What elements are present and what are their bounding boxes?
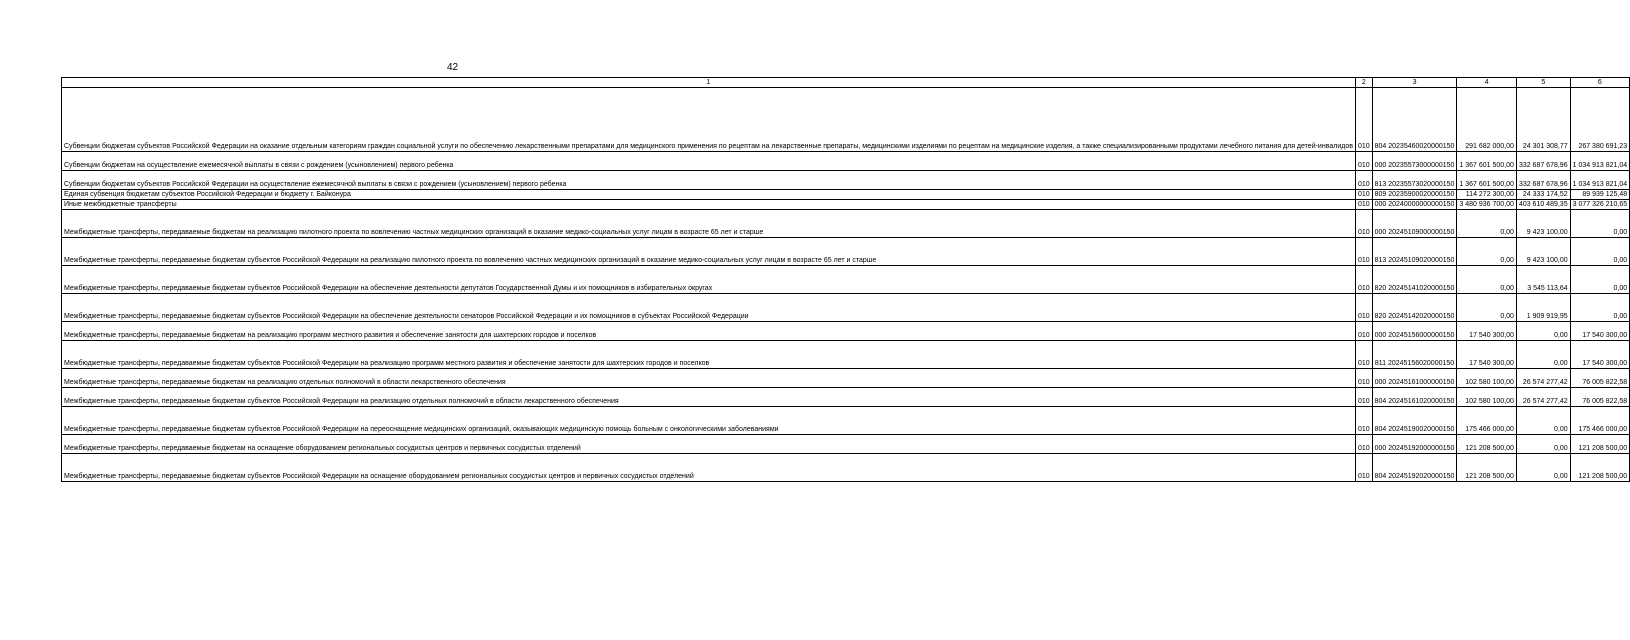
row-executed-amount: 24 301 308,77	[1516, 88, 1570, 152]
row-approved-amount: 17 540 300,00	[1457, 341, 1517, 369]
row-line-code: 010	[1355, 190, 1372, 200]
column-header: 5	[1516, 78, 1570, 88]
table-row	[62, 210, 1630, 238]
row-executed-amount: 0,00	[1516, 322, 1570, 341]
row-approved-amount: 102 580 100,00	[1457, 388, 1517, 407]
row-executed-amount: 9 423 100,00	[1516, 210, 1570, 238]
row-executed-amount: 0,00	[1516, 435, 1570, 454]
row-description: Межбюджетные трансферты, передаваемые бюджетам субъектов Российской Федерации на обеспечение деятельности депутатов Государственной Думы и их помощников в избирательных округах	[62, 266, 1356, 294]
row-approved-amount: 121 208 500,00	[1457, 454, 1517, 482]
row-line-code: 010	[1355, 341, 1372, 369]
row-budget-code: 000 20245109000000150	[1372, 210, 1457, 238]
table-row	[62, 454, 1630, 482]
row-unexecuted-amount: 0,00	[1570, 210, 1630, 238]
row-description: Межбюджетные трансферты, передаваемые бюджетам субъектов Российской Федерации на реализацию отдельных полномочий в области лекарственного обеспечения	[62, 388, 1356, 407]
row-budget-code: 804 20245192020000150	[1372, 454, 1457, 482]
table-row	[62, 88, 1630, 152]
row-description: Межбюджетные трансферты, передаваемые бюджетам субъектов Российской Федерации на реализацию пилотного проекта по вовлечению частных медицинских организаций в оказание медико-социальных услуг лицам в возрасте 65 лет и старше	[62, 238, 1356, 266]
row-unexecuted-amount: 17 540 300,00	[1570, 341, 1630, 369]
row-budget-code: 813 20235573020000150	[1372, 171, 1457, 190]
row-executed-amount: 403 610 489,35	[1516, 200, 1570, 210]
row-executed-amount: 0,00	[1516, 341, 1570, 369]
row-budget-code: 804 20245190020000150	[1372, 407, 1457, 435]
table-row	[62, 266, 1630, 294]
row-approved-amount: 102 580 100,00	[1457, 369, 1517, 388]
row-unexecuted-amount: 267 380 691,23	[1570, 88, 1630, 152]
row-unexecuted-amount: 121 208 500,00	[1570, 454, 1630, 482]
row-executed-amount: 26 574 277,42	[1516, 388, 1570, 407]
table-row	[62, 322, 1630, 341]
row-line-code: 010	[1355, 210, 1372, 238]
row-budget-code: 811 20245156020000150	[1372, 341, 1457, 369]
row-budget-code: 000 20235573000000150	[1372, 152, 1457, 171]
column-header: 6	[1570, 78, 1630, 88]
row-description: Межбюджетные трансферты, передаваемые бюджетам субъектов Российской Федерации на переоснащение медицинских организаций, оказывающих медицинскую помощь больным с онкологическими заболеваниями	[62, 407, 1356, 435]
row-unexecuted-amount: 3 077 326 210,65	[1570, 200, 1630, 210]
column-header: 3	[1372, 78, 1457, 88]
row-executed-amount: 332 687 678,96	[1516, 171, 1570, 190]
row-unexecuted-amount: 175 466 000,00	[1570, 407, 1630, 435]
row-approved-amount: 0,00	[1457, 210, 1517, 238]
row-approved-amount: 1 367 601 500,00	[1457, 152, 1517, 171]
row-line-code: 010	[1355, 322, 1372, 341]
header-row	[62, 78, 1630, 88]
table-row	[62, 171, 1630, 190]
row-approved-amount: 121 208 500,00	[1457, 435, 1517, 454]
row-description: Межбюджетные трансферты, передаваемые бюджетам субъектов Российской Федерации на обеспечение деятельности сенаторов Российской Федерации и их помощников в субъектах Российской Федерации	[62, 294, 1356, 322]
row-budget-code: 813 20245109020000150	[1372, 238, 1457, 266]
row-executed-amount: 332 687 678,96	[1516, 152, 1570, 171]
row-unexecuted-amount: 76 005 822,58	[1570, 369, 1630, 388]
row-description: Межбюджетные трансферты, передаваемые бюджетам на реализацию отдельных полномочий в области лекарственного обеспечения	[62, 369, 1356, 388]
row-unexecuted-amount: 1 034 913 821,04	[1570, 152, 1630, 171]
row-unexecuted-amount: 89 939 125,48	[1570, 190, 1630, 200]
column-header: 1	[62, 78, 1356, 88]
row-budget-code: 000 20245156000000150	[1372, 322, 1457, 341]
row-unexecuted-amount: 0,00	[1570, 266, 1630, 294]
page-number: 42	[446, 62, 459, 73]
row-line-code: 010	[1355, 388, 1372, 407]
row-budget-code: 820 20245141020000150	[1372, 266, 1457, 294]
row-description: Межбюджетные трансферты, передаваемые бюджетам на оснащение оборудованием региональных сосудистых центров и первичных сосудистых отделений	[62, 435, 1356, 454]
row-budget-code: 804 20235460020000150	[1372, 88, 1457, 152]
row-budget-code: 809 20235900020000150	[1372, 190, 1457, 200]
row-executed-amount: 0,00	[1516, 454, 1570, 482]
row-executed-amount: 3 545 113,64	[1516, 266, 1570, 294]
row-budget-code: 820 20245142020000150	[1372, 294, 1457, 322]
row-line-code: 010	[1355, 171, 1372, 190]
row-unexecuted-amount: 0,00	[1570, 294, 1630, 322]
column-header: 4	[1457, 78, 1517, 88]
row-line-code: 010	[1355, 238, 1372, 266]
row-budget-code: 000 20240000000000150	[1372, 200, 1457, 210]
column-header: 2	[1355, 78, 1372, 88]
row-line-code: 010	[1355, 88, 1372, 152]
budget-table	[61, 77, 1630, 482]
row-unexecuted-amount: 1 034 913 821,04	[1570, 171, 1630, 190]
table-row	[62, 190, 1630, 200]
table-row	[62, 435, 1630, 454]
row-executed-amount: 24 333 174,52	[1516, 190, 1570, 200]
row-description: Межбюджетные трансферты, передаваемые бюджетам субъектов Российской Федерации на реализацию программ местного развития и обеспечение занятости для шахтерских городов и поселков	[62, 341, 1356, 369]
table-row	[62, 152, 1630, 171]
row-line-code: 010	[1355, 454, 1372, 482]
table-row	[62, 341, 1630, 369]
row-approved-amount: 0,00	[1457, 238, 1517, 266]
row-budget-code: 000 20245192000000150	[1372, 435, 1457, 454]
row-approved-amount: 0,00	[1457, 294, 1517, 322]
row-line-code: 010	[1355, 407, 1372, 435]
row-unexecuted-amount: 17 540 300,00	[1570, 322, 1630, 341]
row-line-code: 010	[1355, 200, 1372, 210]
table-row	[62, 294, 1630, 322]
row-line-code: 010	[1355, 294, 1372, 322]
row-unexecuted-amount: 121 208 500,00	[1570, 435, 1630, 454]
row-description: Единая субвенция бюджетам субъектов Российской Федерации и бюджету г. Байконура	[62, 190, 1356, 200]
row-line-code: 010	[1355, 266, 1372, 294]
row-approved-amount: 175 466 000,00	[1457, 407, 1517, 435]
table-row	[62, 238, 1630, 266]
row-approved-amount: 1 367 601 500,00	[1457, 171, 1517, 190]
row-line-code: 010	[1355, 435, 1372, 454]
row-approved-amount: 3 480 936 700,00	[1457, 200, 1517, 210]
row-executed-amount: 0,00	[1516, 407, 1570, 435]
row-description: Межбюджетные трансферты, передаваемые бюджетам на реализацию программ местного развития и обеспечение занятости для шахтерских городов и поселков	[62, 322, 1356, 341]
row-description: Субвенции бюджетам субъектов Российской Федерации на осуществление ежемесячной выплаты в связи с рождением (усыновлением) первого ребенка	[62, 171, 1356, 190]
row-approved-amount: 114 272 300,00	[1457, 190, 1517, 200]
table-row	[62, 200, 1630, 210]
row-executed-amount: 26 574 277,42	[1516, 369, 1570, 388]
table-row	[62, 407, 1630, 435]
row-description: Иные межбюджетные трансферты	[62, 200, 1356, 210]
row-unexecuted-amount: 0,00	[1570, 238, 1630, 266]
row-approved-amount: 17 540 300,00	[1457, 322, 1517, 341]
row-description: Межбюджетные трансферты, передаваемые бюджетам субъектов Российской Федерации на оснащение оборудованием региональных сосудистых центров и первичных сосудистых отделений	[62, 454, 1356, 482]
row-unexecuted-amount: 76 005 822,58	[1570, 388, 1630, 407]
row-budget-code: 804 20245161020000150	[1372, 388, 1457, 407]
row-executed-amount: 9 423 100,00	[1516, 238, 1570, 266]
row-budget-code: 000 20245161000000150	[1372, 369, 1457, 388]
row-executed-amount: 1 909 919,95	[1516, 294, 1570, 322]
row-line-code: 010	[1355, 369, 1372, 388]
row-approved-amount: 0,00	[1457, 266, 1517, 294]
row-description: Субвенции бюджетам на осуществление ежемесячной выплаты в связи с рождением (усыновлением) первого ребенка	[62, 152, 1356, 171]
table-row	[62, 369, 1630, 388]
row-line-code: 010	[1355, 152, 1372, 171]
row-description: Субвенции бюджетам субъектов Российской Федерации на оказание отдельным категориям граждан социальной услуги по обеспечению лекарственными препаратами для медицинского применения по рецептам на лекарственные препараты, медицинскими изделиями по рецептам на медицинские изделия, а также специализированными продуктами лечебного питания для детей-инвалидов	[62, 88, 1356, 152]
row-description: Межбюджетные трансферты, передаваемые бюджетам на реализацию пилотного проекта по вовлечению частных медицинских организаций в оказание медико-социальных услуг лицам в возрасте 65 лет и старше	[62, 210, 1356, 238]
table-row	[62, 388, 1630, 407]
row-approved-amount: 291 682 000,00	[1457, 88, 1517, 152]
